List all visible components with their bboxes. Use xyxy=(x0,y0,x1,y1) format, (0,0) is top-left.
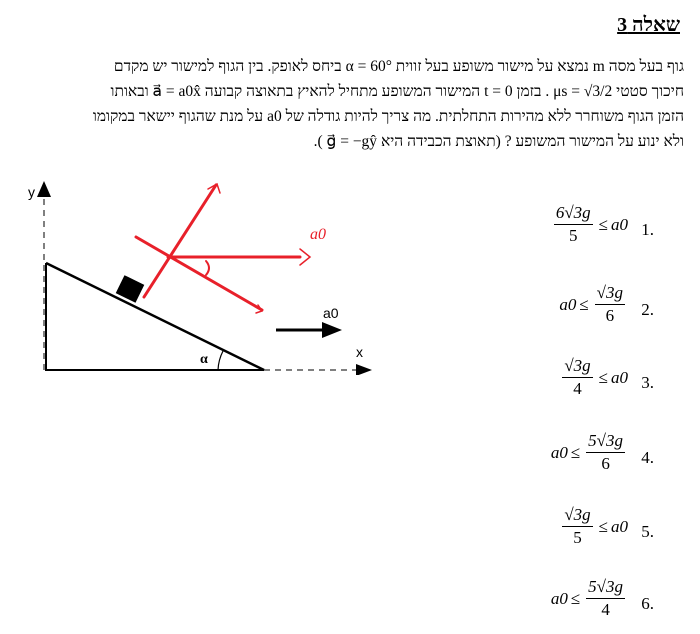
option-2[interactable] xyxy=(494,282,654,340)
option-number: 2. xyxy=(641,300,654,319)
option-number: 4. xyxy=(641,448,654,467)
question-line-2: חיכוך סטטי μs = √3/2 . בזמן t = 0 המישור המשופע מתחיל להאיץ בתאוצה קבועה a⃗ = a0x̂ ובאותו xyxy=(110,83,684,100)
x-axis-label: x xyxy=(356,344,363,360)
option-number: 3. xyxy=(641,373,654,392)
y-axis-label: y xyxy=(28,184,35,200)
option-4[interactable] xyxy=(494,430,654,488)
option-6[interactable] xyxy=(494,576,654,634)
option-number: 5. xyxy=(641,522,654,541)
option-expression: a0 ≤ $\frac{5√3g}{4}$ xyxy=(550,577,623,619)
question-line-4: ולא ינוע על המישור המשופע ? (תאוצת הכבידה היא g⃗ = −gŷ ). xyxy=(313,133,684,150)
option-number: 6. xyxy=(641,594,654,613)
question-line-1: גוף בעל מסה m נמצא על מישור משופע בעל זווית α = 60° ביחס לאופק. בין הגוף למישור יש מקדם xyxy=(113,58,684,75)
option-expression: $\frac{√3g}{5}$ ≤ a0 xyxy=(564,505,628,547)
option-expression: a0 ≤ $\frac{√3g}{6}$ xyxy=(559,283,623,325)
angle-label: α xyxy=(200,352,208,367)
x-axis-arrow-icon xyxy=(356,364,372,375)
option-expression: $\frac{6√3g}{5}$ ≤ a0 xyxy=(555,203,628,245)
option-5[interactable] xyxy=(494,504,654,562)
option-number: 1. xyxy=(641,220,654,239)
option-expression: a0 ≤ $\frac{5√3g}{6}$ xyxy=(550,431,623,473)
option-1[interactable] xyxy=(494,202,654,260)
option-expression: $\frac{√3g}{4}$ ≤ a0 xyxy=(564,356,628,398)
handwritten-note: a0 xyxy=(310,226,326,243)
angle-arc xyxy=(218,351,223,370)
option-3[interactable] xyxy=(494,355,654,413)
handwritten-annotations xyxy=(136,184,326,313)
accel-label: a0 xyxy=(323,305,339,321)
accel-arrowhead-icon xyxy=(322,322,342,338)
question-text xyxy=(16,54,684,154)
incline-diagram xyxy=(0,175,400,375)
question-line-3: הזמן הגוף משוחרר ללא מהירות התחלתית. מה צריך להיות גודלה של a0 על מנת שהגוף יישאר במקומו xyxy=(92,108,684,125)
y-axis-arrow-icon xyxy=(37,181,51,197)
question-title: שאלה 3 xyxy=(617,14,680,36)
